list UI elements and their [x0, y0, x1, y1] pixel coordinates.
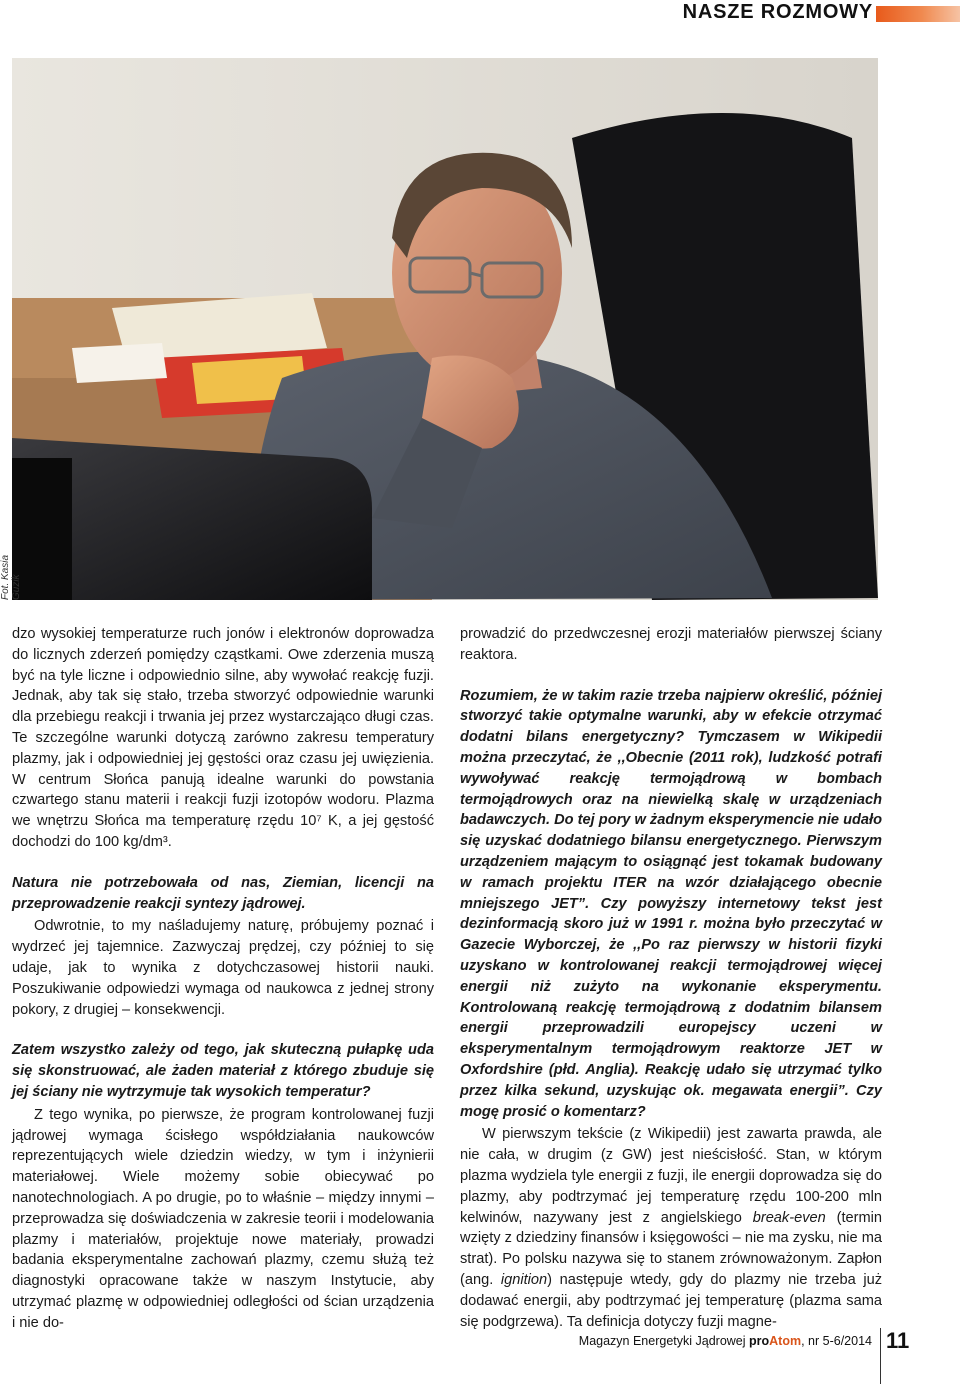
interview-photo	[12, 58, 878, 600]
term-ignition: ignition	[500, 1271, 548, 1288]
left-column	[12, 624, 434, 1334]
section-title: NASZE ROZMOWY	[682, 1, 873, 23]
interview-question: Zatem wszystko zależy od tego, jak skuteczną pułapkę uda się skonstruować, ale żaden materiał z którego zbuduje się jej ściany nie wytrzymuje tak wysokich temperatur?	[12, 1042, 434, 1100]
page-footer	[0, 1328, 960, 1368]
photo-credit: Fot. Kasia Guzik	[0, 554, 22, 600]
issue-number: , nr 5-6/2014	[801, 1334, 872, 1348]
term-break-even: break-even	[752, 1209, 826, 1226]
body-paragraph: Z tego wynika, po pierwsze, że program kontrolowanej fuzji jądrowej wymaga ścisłego współdziałania naukowców reprezentujących wiele dziedzin wiedzy, w tym i inżynierii materiałowej. Wiele możemy sobie obiecywać po nanotechnologiach. A po drugie, po to właśnie – między innymi – przeprowadza się doświadczenia w zakresie teorii i modelowania plazmy i materiałów, projektuje nowe materiały, prowadzi badania eksperymentalne zachowań plazmy, czemu służą też diagnostyki opracowane także w naszym Instytucie, aby utrzymać plazmę w odpowiedniej odległości od ścian urządzenia i nie do-	[12, 1106, 434, 1331]
header-accent-bar	[876, 6, 960, 22]
page-number: 11	[886, 1328, 910, 1353]
body-text: (termin wzięty z dziedziny finansów i księgowości – nie ma zysku, nie ma strat). Po polsku nazywa się to stanem zrównoważonym. Zapłon (ang.	[460, 1209, 882, 1288]
interview-question: Natura nie potrzebowała od nas, Ziemian, licencji na przeprowadzenie reakcji syntezy jądrowej.	[12, 874, 434, 912]
magazine-name: Magazyn Energetyki Jądrowej	[578, 1334, 750, 1348]
body-paragraph: prowadzić do przedwczesnej erozji materiałów pierwszej ściany reaktora.	[460, 626, 882, 663]
right-column	[460, 624, 882, 1332]
brand-pro: pro	[749, 1334, 770, 1348]
footer-magazine	[579, 1334, 872, 1348]
brand-atom: Atom	[769, 1334, 802, 1348]
body-text: ) następuje wtedy, gdy do plazmy nie trzeba już dodawać energii, aby podtrzymać jej temperaturę (plazma sama się podgrzewa). Ta definicja dotyczy fuzji magne-	[460, 1271, 882, 1330]
body-paragraph: dzo wysokiej temperaturze ruch jonów i elektronów doprowadza do licznych zderzeń pomiędzy cząstkami. Owe zderzenia muszą być na tyle liczne i odpowiednio silne, aby wywołać reakcję fuzji. Jednak, aby tak się stało, trzeba stworzyć odpowiednie warunki dla przebiegu reakcji i trwania jej przez wystarczająco długi czas. Te szczególne warunki dotyczą zarówno zakresu temperatury plazmy, jak i odpowiedniej jej gęstości oraz czasu jej uwięzienia. W centrum Słońca panują idealne warunki do powstania czwartego stanu materii i reakcji fuzji izotopów wodoru. Plazma we wnętrzu Słońca ma temperaturę rzędu 10⁷ K, a jej gęstość dochodzi do 100 kg/dm³.	[12, 626, 434, 850]
body-paragraph	[460, 1124, 882, 1332]
body-text: W pierwszym tekście (z Wikipedii) jest zawarta prawda, ale nie cała, w drugim (z GW) jest nieścisłość. Stan, w którym plazma wydziela tyle energii z fuzji, ile energii doprowadza się do plazmy, aby podtrzymać jej temperaturę rzędu 100-200 mln kelwinów, nazywany jest z angielskiego	[460, 1126, 882, 1226]
page-header	[0, 0, 960, 28]
footer-divider	[880, 1328, 881, 1384]
body-paragraph: Odwrotnie, to my naśladujemy naturę, próbujemy poznać i wydrzeć jej tajemnice. Zazwyczaj prędzej, czy później to się udaje, jak to wynika z dotychczasowej historii nauki. Poszukiwanie odpowiedzi wymaga od naukowca z jednej strony pokory, z drugiej – konsekwencji.	[12, 918, 434, 1018]
interview-question: Rozumiem, że w takim razie trzeba najpierw określić, później stworzyć takie optymalne warunki, aby w efekcie otrzymać dodatni bilans energetyczny? Tymczasem w Wikipedii można przeczytać, że ,,Obecnie (2011 rok), ludzkość potrafi wywoływać reakcję termojądrową w bombach termojądrowych oraz na niewielką skalę w urządzeniach badawczych. Do tej pory w żadnym eksperymencie nie udało się uzyskać dodatniego bilansu energetycznego. Pierwszym urządzeniem mającym to osiągnąć jest tokamak budowany w ramach projektu ITER na wzór działającego obecnie mniejszego JET”. Czy powyższy internetowy tekst jest dezinformacją skoro już w 1991 r. można było przeczytać w Gazecie Wyborczej, że ,,Po raz pierwszy w historii fizyki uzyskano w kontrolowanej reakcji termojądrowej więcej energii niż zużyto na wykonanie eksperymentu. Kontrolowaną reakcję termojądrową z dodatnim bilansem energii przeprowadzili europejscy uczeni w eksperymentalnym termojądrowym reaktorze JET w Oxfordshire (płd. Anglia). Reakcję udało się utrzymać tylko przez kilka sekund, uzyskując ok. megawata energii”. Czy mogę prosić o komentarz?	[460, 687, 882, 1120]
